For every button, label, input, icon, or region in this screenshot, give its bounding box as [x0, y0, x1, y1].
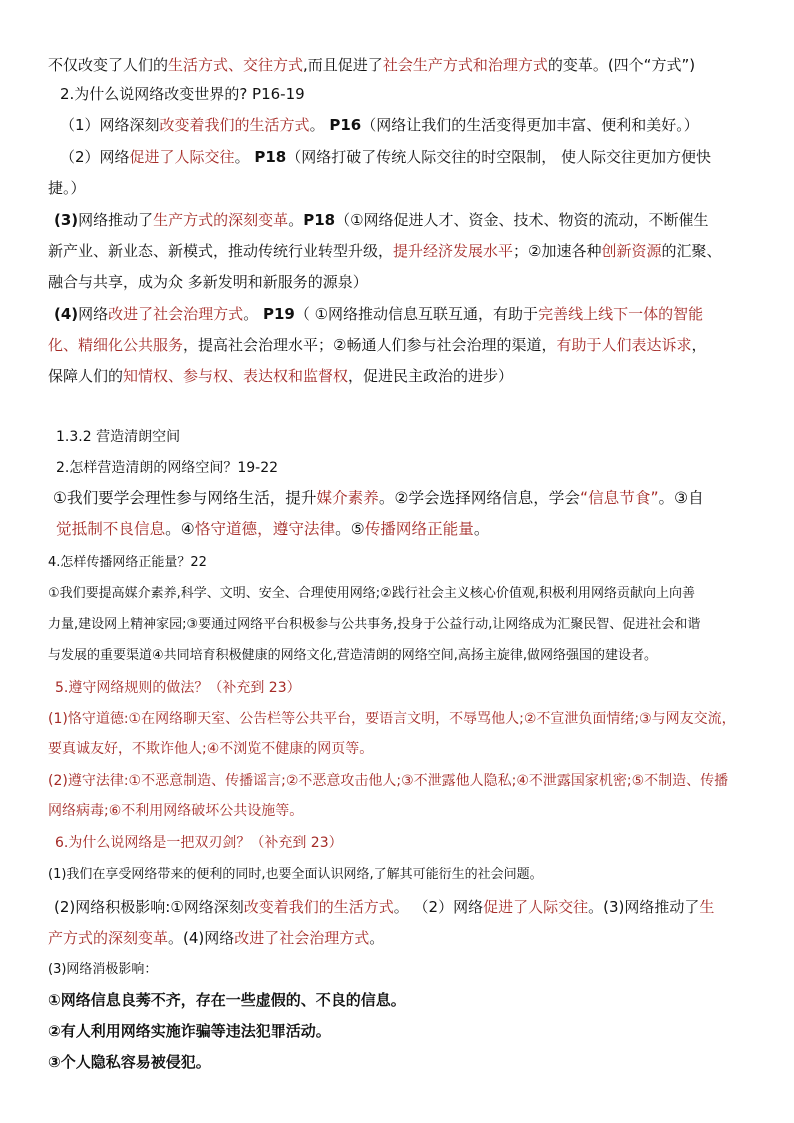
text-line [55, 835, 343, 853]
highlighted-text: 有助于人们表达诉求 [556, 336, 692, 354]
highlighted-text: 改变着我们的生活方式 [243, 898, 394, 916]
text-segment: （网络让我们的生活变得更加丰富、便利和美好。） [361, 116, 699, 134]
text-segment: 与发展的重要渠道④共同培育积极健康的网络文化,营造清朗的网络空间,高扬主旋律,做网络强国的建设者。 [48, 648, 658, 663]
highlighted-text: (2)遵守法律:①不恶意制造、传播谣言;②不恶意攻击他人;③不泄露他人隐私;④不泄露国家机密;⑤不制造、传播 [48, 773, 729, 789]
text-line [48, 803, 303, 821]
text-segment: 捷。） [48, 179, 86, 197]
text-line [55, 680, 301, 698]
highlighted-text: 改进了社会治理方式 [234, 929, 370, 947]
text-segment: (3)网络消极影响： [48, 962, 158, 977]
text-segment: P19 [262, 305, 295, 323]
highlighted-text: 传播网络正能量 [364, 520, 474, 538]
highlighted-text: 社会生产方式和治理方式 [382, 56, 548, 74]
text-segment: ③个人隐私容易被侵犯。 [48, 1053, 211, 1071]
highlighted-text: 6.为什么说网络是一把双刃剑？（补充到 23） [55, 835, 343, 851]
text-segment: P18 [303, 211, 336, 229]
text-line [48, 367, 513, 386]
text-line [48, 586, 695, 602]
text-segment: 。(4)网络 [168, 929, 235, 947]
text-line [48, 273, 368, 292]
highlighted-text: 改变着我们的生活方式 [159, 116, 310, 134]
text-line [48, 617, 700, 633]
text-line [48, 991, 406, 1010]
text-segment: ①我们要提高媒介素养,科学、文明、安全、合理使用网络;②践行社会主义核心价值观,积极利用网络贡献向上向善 [48, 586, 695, 601]
text-segment: 融合与共享，成为众 多新发明和新服务的源泉） [48, 273, 368, 291]
highlighted-text: 觉抵制不良信息 [56, 520, 166, 538]
highlighted-text: 生产方式的深刻变革 [153, 211, 289, 229]
text-segment: 新产业、新业态、新模式，推动传统行业转型升级， [48, 242, 394, 260]
text-segment: 。 [288, 211, 304, 229]
text-segment: 力量,建设网上精神家园;③要通过网络平台积极参与公共事务,投身于公益行动,让网络成为汇聚民智、促进社会和谐 [48, 617, 701, 632]
text-segment: 。④ [165, 520, 195, 538]
highlighted-text: 要真诚友好，不欺诈他人;④不浏览不健康的网页等。 [48, 741, 374, 757]
text-segment: 。②学会选择网络信息，学会 [378, 489, 580, 507]
text-segment: (4) [54, 305, 79, 323]
text-segment: 不仅改变了人们的 [48, 56, 169, 74]
text-line [60, 116, 699, 135]
text-segment: 。 [234, 148, 255, 166]
text-line [54, 211, 709, 230]
text-segment: （网络打破了传统人际交往的时空限制， 使人际交往更加方便快 [286, 148, 711, 166]
text-segment: ；②加速各种 [513, 242, 602, 260]
highlighted-text: 化、精细化公共服务 [48, 336, 184, 354]
text-segment: (3) [54, 211, 79, 229]
highlighted-text: 改进了社会治理方式 [108, 305, 244, 323]
text-line [54, 305, 703, 324]
text-line [48, 929, 384, 948]
text-line [48, 56, 695, 75]
text-segment: (1)我们在享受网络带来的便利的同时,也要全面认识网络,了解其可能衍生的社会问题。 [48, 867, 543, 882]
text-segment: 。 [243, 305, 263, 323]
text-line [48, 773, 728, 791]
text-segment: ，提高社会治理水平；②畅通人们参与社会治理的渠道， [183, 336, 557, 354]
highlighted-text: 促进了人际交往 [483, 898, 589, 916]
text-line [53, 489, 704, 508]
highlighted-text: 恪守道德，遵守法律 [194, 520, 336, 538]
text-segment: （①网络促进人才、资金、技术、物资的流动，不断催生 [335, 211, 709, 229]
text-segment: ①网络深刻 [170, 898, 244, 916]
text-segment: 的变革。(四个“方式”) [547, 56, 696, 74]
highlighted-text: “信息节食” [579, 489, 659, 507]
highlighted-text: 网络病毒;⑥不利用网络破坏公共设施等。 [48, 803, 304, 819]
text-segment: 。 [369, 929, 385, 947]
text-line [48, 179, 86, 198]
highlighted-text: 知情权、参与权、表达权和监督权 [123, 367, 349, 385]
text-segment: 保障人们的 [48, 367, 124, 385]
text-segment: 。(3)网络推动了 [588, 898, 700, 916]
text-segment: ,而且促进了 [303, 56, 383, 74]
highlighted-text: 媒介素养 [316, 489, 379, 507]
text-segment: 。 [473, 520, 490, 538]
text-line [56, 460, 278, 478]
text-segment: ②有人利用网络实施诈骗等违法犯罪活动。 [48, 1022, 331, 1040]
text-line [48, 1053, 211, 1072]
text-segment: 2.怎样营造清朗的网络空间？19-22 [56, 460, 279, 476]
highlighted-text: 促进了人际交往 [129, 148, 235, 166]
text-segment: （2）网络 [60, 148, 130, 166]
highlighted-text: 完善线上线下一体的智能 [538, 305, 704, 323]
text-line [48, 741, 373, 759]
text-line [48, 648, 657, 664]
text-segment: 。 （2）网络 [393, 898, 484, 916]
text-segment: 。 [309, 116, 330, 134]
text-segment: 的汇聚、 [661, 242, 722, 260]
text-segment: (2)网络积极影响: [54, 898, 171, 916]
text-segment: （ ①网络推动信息互联互通，有助于 [294, 305, 539, 323]
text-segment: ，促进民主政治的进步） [348, 367, 514, 385]
text-segment: 1.3.2 营造清朗空间 [56, 429, 181, 445]
text-line [48, 962, 157, 978]
text-segment: ①我们要学会理性参与网络生活，提升 [53, 489, 317, 507]
text-segment: 2.为什么说网络改变世界的? P16-19 [60, 85, 305, 103]
text-segment: P16 [329, 116, 362, 134]
text-segment: 4.怎样传播网络正能量？22 [48, 555, 207, 570]
text-line [48, 336, 707, 355]
text-segment: ①网络信息良莠不齐，存在一些虚假的、不良的信息。 [48, 991, 406, 1009]
text-segment: 。③自 [658, 489, 704, 507]
text-line [54, 898, 714, 917]
text-line [60, 85, 305, 104]
text-segment: 网络 [78, 305, 109, 323]
highlighted-text: 创新资源 [601, 242, 662, 260]
text-line [56, 429, 180, 447]
text-line [48, 867, 543, 883]
text-segment: P18 [254, 148, 287, 166]
highlighted-text: 生活方式、交往方式 [168, 56, 304, 74]
text-segment: 网络推动了 [78, 211, 154, 229]
text-segment: ， [691, 336, 707, 354]
text-line [48, 1022, 331, 1041]
highlighted-text: 提升经济发展水平 [393, 242, 514, 260]
highlighted-text: (1)恪守道德:①在网络聊天室、公告栏等公共平台，要语言文明，不辱骂他人;②不宣泄负面情绪;③与网友交流， [48, 711, 736, 727]
text-line [48, 711, 736, 729]
highlighted-text: 生 [699, 898, 715, 916]
text-line [60, 148, 711, 167]
text-segment: 5.遵守网络规则的做法？（补充到 23） [55, 680, 301, 696]
text-segment: 。⑤ [335, 520, 365, 538]
text-line [48, 555, 207, 571]
highlighted-text: 产方式的深刻变革 [48, 929, 169, 947]
text-segment: （1）网络深刻 [60, 116, 160, 134]
text-line [48, 242, 722, 261]
text-line [56, 520, 489, 539]
